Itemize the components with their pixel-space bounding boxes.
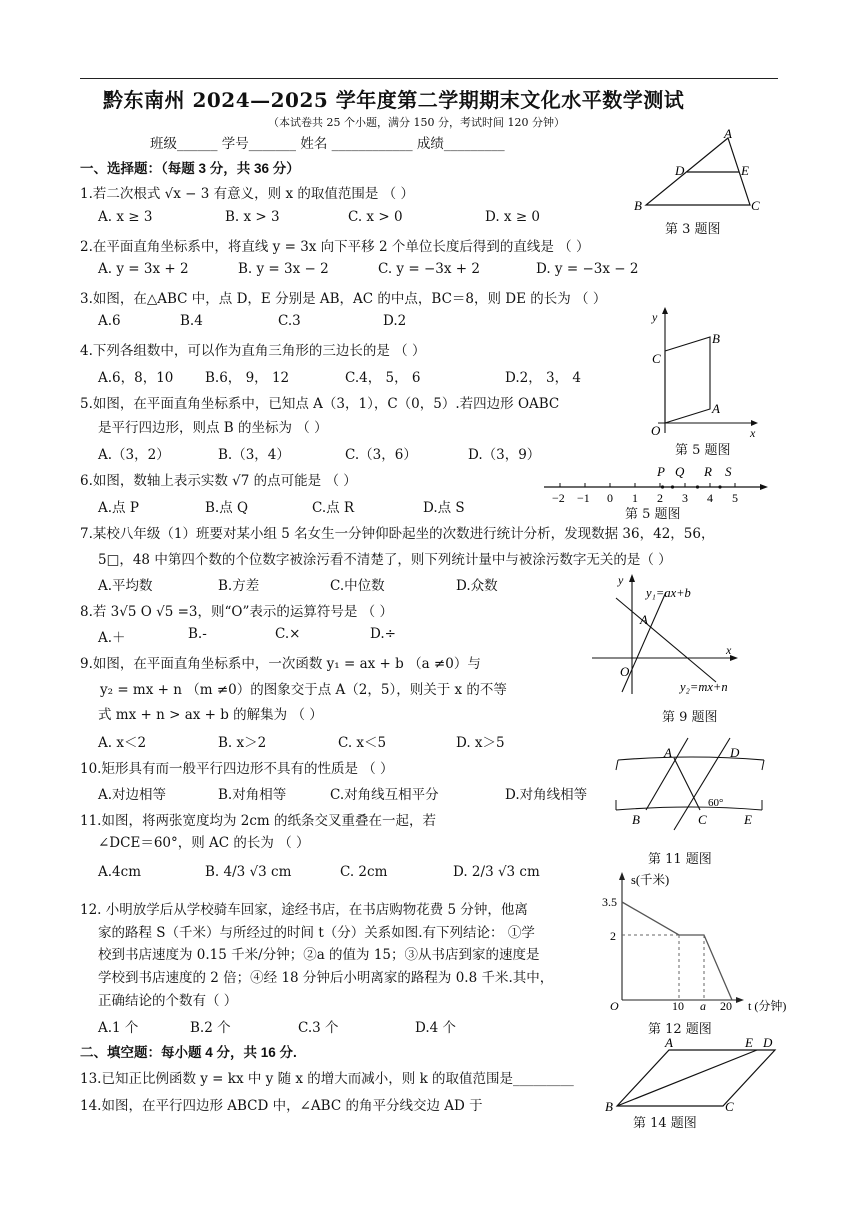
q3-option-a: A.6: [98, 313, 121, 329]
question-12-line2: 家的路程 S（千米）与所经过的时间 t（分）关系如图.有下列结论： ①学: [98, 925, 535, 941]
q6-option-a: A.点 P: [98, 500, 139, 516]
figure-9-caption: 第 9 题图: [662, 710, 718, 725]
section-choice-heading: 一、选择题：（每题 3 分，共 36 分）: [80, 161, 300, 176]
question-10: 10.矩形具有而一般平行四边形不具有的性质是 （ ）: [80, 761, 394, 777]
q4-option-c: C.4， 5， 6: [345, 370, 421, 386]
question-9-line3: 式 mx + n > ax + b 的解集为 （ ）: [98, 707, 323, 723]
q8-option-c: C.×: [275, 626, 301, 642]
fig9-label-y: y: [618, 573, 624, 587]
fig3-label-e: E: [741, 163, 749, 178]
q5-option-b: B.（3，4）: [218, 447, 290, 463]
question-7-line1: 7.某校八年级（1）班要对某小组 5 名女生一分钟仰卧起坐的次数进行统计分析，发现数据 36，42，56，: [80, 526, 715, 542]
header-rule: [80, 78, 778, 79]
q1-option-c: C. x > 0: [348, 209, 403, 225]
q8-option-d: D.÷: [370, 626, 396, 642]
q6-option-d: D.点 S: [423, 500, 465, 516]
fig14-label-d: D: [763, 1036, 773, 1050]
number-line-point-r: R: [704, 464, 712, 479]
q2-option-a: A. y = 3x + 2: [98, 261, 189, 277]
q4-option-d: D.2， 3， 4: [505, 370, 581, 386]
figure-3-triangle: [628, 128, 768, 212]
q2-option-d: D. y = −3x − 2: [536, 261, 639, 277]
q11-option-b: B. 4/3 √3 cm: [205, 864, 292, 880]
number-line-tick-label: 1: [632, 491, 638, 505]
q1-option-a: A. x ≥ 3: [98, 209, 153, 225]
number-line-tick-label: −1: [577, 491, 590, 505]
number-line-point-s: S: [725, 464, 732, 479]
fig11-label-e: E: [744, 812, 752, 827]
number-line-point-marker: [671, 485, 674, 488]
fig5-label-b: B: [712, 331, 720, 346]
question-4: 4.下列各组数中，可以作为直角三角形的三边长的是 （ ）: [80, 343, 426, 359]
fig9-label-a: A: [640, 612, 648, 627]
question-13: 13.已知正比例函数 y = kx 中 y 随 x 的增大而减小，则 k 的取值范围是_________: [80, 1071, 574, 1087]
page-title: 黔东南州 2024—2025 学年度第二学期期末文化水平数学测试: [103, 88, 685, 112]
figure-3-caption: 第 3 题图: [665, 222, 721, 237]
q8-option-b: B.-: [188, 626, 207, 642]
number-line-tick-label: 3: [682, 491, 688, 505]
student-info-fields: 班级______ 学号_______ 姓名 ____________ 成绩_________: [150, 136, 505, 152]
q7-option-b: B.方差: [218, 578, 260, 594]
number-line-tick-label: 2: [657, 491, 663, 505]
q5-option-c: C.（3，6）: [345, 447, 417, 463]
number-line-tick-label: 5: [732, 491, 738, 505]
q4-option-b: B.6， 9， 12: [205, 370, 290, 386]
number-line-point-q: Q: [675, 464, 685, 479]
q5-option-a: A.（3，2）: [98, 447, 170, 463]
q7-option-d: D.众数: [456, 578, 498, 594]
figure-6-number-line: [540, 462, 772, 506]
q9-option-c: C. x＜5: [338, 735, 387, 751]
fig11-label-c: C: [698, 812, 707, 827]
fig14-label-c: C: [725, 1099, 734, 1112]
q9-option-a: A. x＜2: [98, 735, 147, 751]
fig12-tick-10: 10: [672, 999, 684, 1013]
fig3-label-b: B: [634, 198, 642, 212]
q11-option-a: A.4cm: [98, 864, 141, 880]
page-subtitle: （本试卷共 25 个小题，满分 150 分，考试时间 120 分钟）: [268, 116, 565, 129]
fig5-label-x: x: [750, 426, 756, 440]
q5-option-d: D.（3，9）: [468, 447, 541, 463]
number-line-tick-label: −2: [552, 491, 565, 505]
q11-option-c: C. 2cm: [340, 864, 388, 880]
question-12-line1: 12. 小明放学后从学校骑车回家，途经书店，在书店购物花费 5 分钟，他离: [80, 902, 528, 918]
fig14-label-a: A: [665, 1036, 673, 1050]
number-line-tick-label: 0: [607, 491, 613, 505]
number-line-point-marker: [718, 485, 721, 488]
fig12-tick-20: 20: [720, 999, 732, 1013]
fig5-label-y: y: [652, 310, 658, 324]
q12-option-b: B.2 个: [190, 1020, 231, 1036]
q10-option-c: C.对角线互相平分: [330, 787, 439, 803]
q7-option-a: A.平均数: [98, 578, 153, 594]
number-line-point-p: P: [657, 464, 665, 479]
question-12-line5: 正确结论的个数有（ ）: [98, 993, 238, 1009]
question-5-line2: 是平行四边形，则点 B 的坐标为 （ ）: [98, 420, 328, 436]
fig12-axis-s-label: s(千米): [631, 873, 670, 887]
q12-option-d: D.4 个: [415, 1020, 457, 1036]
question-7-line2: 5□，48 中第四个数的个位数字被涂污看不清楚了，则下列统计量中与被涂污数字无关的是（ ）: [98, 552, 672, 568]
fig12-tick-3-5: 3.5: [602, 895, 617, 909]
figure-5-coordinate-plane: [640, 305, 765, 440]
question-11-line1: 11.如图，将两张宽度均为 2cm 的纸条交叉重叠在一起，若: [80, 813, 437, 829]
q1-option-b: B. x > 3: [225, 209, 280, 225]
q10-option-b: B.对角相等: [218, 787, 287, 803]
figure-12-distance-time-graph: [598, 868, 803, 1013]
question-9-line1: 9.如图，在平面直角坐标系中，一次函数 y₁ = ax + b （a ≠0）与: [80, 656, 481, 672]
fig11-label-b: B: [632, 812, 640, 827]
figure-11-caption: 第 11 题图: [648, 852, 712, 867]
question-3: 3.如图，在△ABC 中，点 D，E 分别是 AB，AC 的中点，BC＝8，则 DE 的长为 （ ）: [80, 291, 607, 307]
q9-option-b: B. x＞2: [218, 735, 267, 751]
number-line-point-marker: [696, 485, 699, 488]
q2-option-c: C. y = −3x + 2: [378, 261, 480, 277]
q3-option-b: B.4: [180, 313, 203, 329]
number-line-tick-label: 4: [707, 491, 713, 505]
fig12-tick-a: a: [700, 999, 706, 1013]
fig3-label-a: A: [724, 128, 732, 141]
fig12-axis-t-label: t (分钟): [748, 999, 787, 1013]
question-9-line2: y₂ = mx + n （m ≠0）的图象交于点 A（2，5），则关于 x 的不等: [100, 682, 507, 698]
q1-option-d: D. x ≥ 0: [485, 209, 541, 225]
q10-option-d: D.对角线相等: [505, 787, 588, 803]
figure-9-line-graphs: [588, 570, 743, 696]
fig3-label-d: D: [675, 163, 685, 178]
figure-14-caption: 第 14 题图: [633, 1116, 697, 1131]
fig5-label-a: A: [712, 401, 720, 416]
fig11-label-a: A: [664, 745, 672, 760]
fig5-label-c: C: [652, 351, 661, 366]
question-12-line3: 校到书店速度为 0.15 千米/分钟；②a 的值为 15；③从书店到家的速度是: [98, 947, 540, 963]
q10-option-a: A.对边相等: [98, 787, 167, 803]
figure-14-parallelogram: [605, 1036, 785, 1112]
question-6: 6.如图，数轴上表示实数 √7 的点可能是 （ ）: [80, 473, 357, 489]
q3-option-d: D.2: [383, 313, 407, 329]
section-fill-heading: 二、填空题：每小题 4 分，共 16 分.: [80, 1045, 297, 1060]
q4-option-a: A.6，8，10: [98, 370, 174, 386]
figure-11-paper-strips: [612, 734, 768, 834]
q11-option-d: D. 2/3 √3 cm: [453, 864, 540, 880]
fig9-label-o: O: [620, 664, 630, 679]
q6-option-c: C.点 R: [312, 500, 355, 516]
question-12-line4: 学校到书店速度的 2 倍；④经 18 分钟后小明离家的路程为 0.8 千米.其中，: [98, 970, 554, 986]
fig5-label-o: O: [651, 423, 661, 438]
fig14-label-e: E: [745, 1036, 753, 1050]
fig14-label-b: B: [605, 1099, 613, 1112]
q12-option-a: A.1 个: [98, 1020, 139, 1036]
figure-12-caption: 第 12 题图: [648, 1022, 712, 1037]
q6-option-b: B.点 Q: [205, 500, 249, 516]
q8-option-a: A.＋: [98, 630, 126, 646]
q2-option-b: B. y = 3x − 2: [238, 261, 329, 277]
fig11-angle-label: 60°: [708, 797, 724, 809]
question-5-line1: 5.如图，在平面直角坐标系中，已知点 A（3，1），C（0，5）.若四边形 OABC: [80, 396, 560, 412]
figure-5-caption: 第 5 题图: [675, 443, 731, 458]
fig9-label-y1: y₁=ax+b: [646, 586, 691, 600]
q9-option-d: D. x＞5: [456, 735, 505, 751]
fig12-tick-2: 2: [610, 929, 616, 943]
number-line-point-marker: [661, 485, 664, 488]
fig11-label-d: D: [730, 745, 740, 760]
question-8: 8.若 3√5 O √5 =3，则“O”表示的运算符号是 （ ）: [80, 604, 393, 620]
figure-6-caption: 第 5 题图: [625, 507, 681, 522]
fig3-label-c: C: [751, 198, 760, 212]
fig9-label-y2: y₂=mx+n: [680, 680, 728, 694]
q7-option-c: C.中位数: [330, 578, 385, 594]
question-2: 2.在平面直角坐标系中，将直线 y = 3x 向下平移 2 个单位长度后得到的直线是 （ ）: [80, 239, 590, 255]
question-14: 14.如图，在平行四边形 ABCD 中，∠ABC 的角平分线交边 AD 于: [80, 1098, 483, 1114]
question-1: 1.若二次根式 √x − 3 有意义，则 x 的取值范围是 （ ）: [80, 186, 414, 202]
question-11-line2: ∠DCE＝60°，则 AC 的长为 （ ）: [98, 835, 310, 851]
q3-option-c: C.3: [278, 313, 301, 329]
q12-option-c: C.3 个: [298, 1020, 339, 1036]
fig12-origin: O: [610, 999, 619, 1013]
fig9-label-x: x: [726, 643, 732, 657]
